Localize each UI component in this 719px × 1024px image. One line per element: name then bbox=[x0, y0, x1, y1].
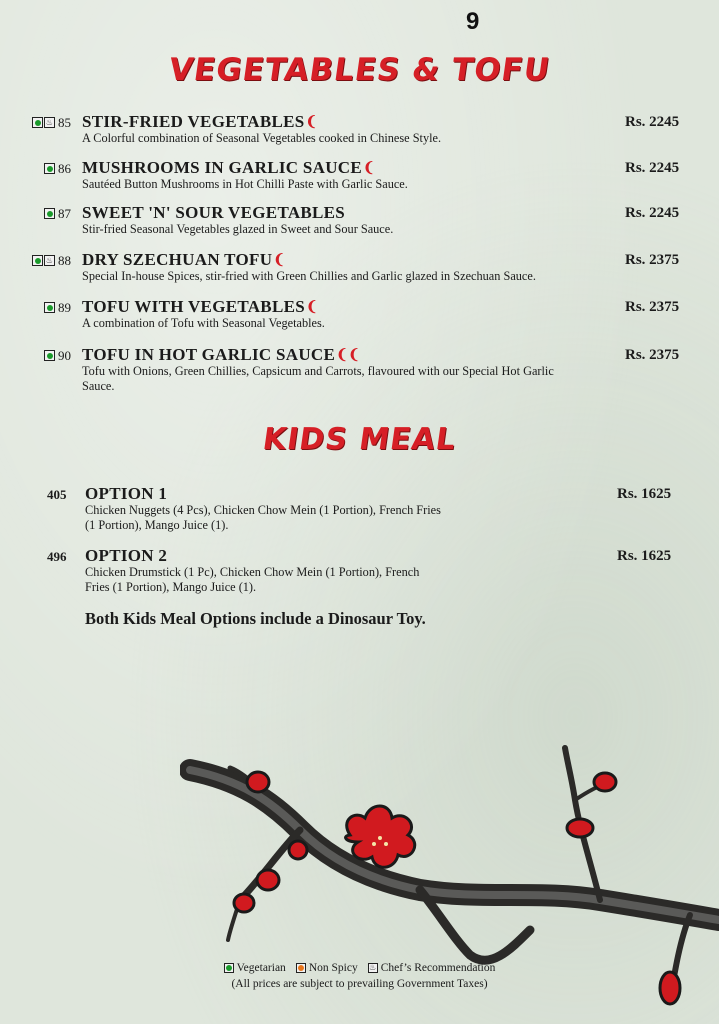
item-description: A combination of Tofu with Seasonal Vegetables. bbox=[82, 316, 325, 330]
page-number: 9 bbox=[466, 8, 480, 35]
item-number: 405 bbox=[47, 487, 67, 502]
vegetarian-icon bbox=[44, 302, 55, 313]
chef-recommendation-icon: ♨ bbox=[45, 117, 54, 127]
item-name: OPTION 1 bbox=[85, 484, 168, 503]
item-badges bbox=[44, 302, 55, 313]
legend bbox=[0, 962, 719, 974]
chili-icon: ❨❨ bbox=[336, 348, 361, 363]
item-badges bbox=[44, 208, 55, 219]
vegetarian-icon bbox=[32, 255, 43, 266]
vegetarian-icon bbox=[44, 208, 55, 219]
item-badges bbox=[32, 255, 55, 266]
kids-meal-note: Both Kids Meal Options include a Dinosaur Toy. bbox=[85, 609, 426, 628]
legend-vegetarian: Vegetarian bbox=[224, 962, 286, 974]
item-name: TOFU WITH VEGETABLES❨ bbox=[82, 297, 319, 316]
legend-chef-recommendation: ♨ Chef’s Recommendation bbox=[369, 962, 496, 974]
item-price: Rs. 2375 bbox=[625, 347, 680, 363]
item-description: Stir-fried Seasonal Vegetables glazed in Sweet and Sour Sauce. bbox=[82, 222, 394, 236]
legend-non-spicy: Non Spicy bbox=[296, 962, 358, 974]
item-name: MUSHROOMS IN GARLIC SAUCE❨ bbox=[82, 158, 376, 177]
item-price: Rs. 1625 bbox=[617, 486, 672, 502]
non-spicy-icon bbox=[296, 963, 306, 973]
item-description: Tofu with Onions, Green Chillies, Capsicum and Carrots, flavoured with our Special Hot Garlic Sauce. bbox=[82, 364, 554, 393]
item-price: Rs. 2245 bbox=[625, 205, 680, 221]
item-price: Rs. 2375 bbox=[625, 299, 680, 315]
item-name: OPTION 2 bbox=[85, 546, 168, 565]
item-badges bbox=[44, 163, 55, 174]
item-price: Rs. 2245 bbox=[625, 114, 680, 130]
item-price: Rs. 2375 bbox=[625, 252, 680, 268]
item-description: Special In-house Spices, stir-fried with Green Chillies and Garlic glazed in Szechuan Sauce. bbox=[82, 269, 536, 283]
item-name: TOFU IN HOT GARLIC SAUCE❨❨ bbox=[82, 345, 361, 364]
item-name: STIR-FRIED VEGETABLES❨ bbox=[82, 112, 318, 131]
item-badges bbox=[44, 350, 55, 361]
vegetarian-icon bbox=[224, 963, 234, 973]
item-number: 87 bbox=[58, 206, 71, 221]
item-price: Rs. 2245 bbox=[625, 160, 680, 176]
item-number: 90 bbox=[58, 348, 71, 363]
vegetarian-icon bbox=[32, 117, 43, 128]
item-description: Chicken Nuggets (4 Pcs), Chicken Chow Mein (1 Portion), French Fries (1 Portion), Mango Juice (1). bbox=[85, 503, 441, 532]
item-number: 86 bbox=[58, 161, 71, 176]
section-title-kids-meal: KIDS MEAL bbox=[260, 422, 459, 457]
item-number: 496 bbox=[47, 549, 67, 564]
vegetarian-icon bbox=[44, 350, 55, 361]
section-title-vegetables-tofu: VEGETABLES & TOFU bbox=[166, 52, 553, 88]
item-number: 88 bbox=[58, 253, 71, 268]
item-name: SWEET 'N' SOUR VEGETABLES bbox=[82, 203, 346, 222]
item-price: Rs. 1625 bbox=[617, 548, 672, 564]
item-name: DRY SZECHUAN TOFU❨ bbox=[82, 250, 286, 269]
chili-icon: ❨ bbox=[273, 253, 286, 268]
item-badges bbox=[32, 117, 55, 128]
chili-icon: ❨ bbox=[305, 115, 318, 130]
item-description: Sautéed Button Mushrooms in Hot Chilli Paste with Garlic Sauce. bbox=[82, 177, 408, 191]
item-number: 85 bbox=[58, 115, 71, 130]
tax-note: (All prices are subject to prevailing Government Taxes) bbox=[231, 978, 488, 990]
chili-icon: ❨ bbox=[363, 161, 376, 176]
vegetarian-icon bbox=[44, 163, 55, 174]
item-description: A Colorful combination of Seasonal Vegetables cooked in Chinese Style. bbox=[82, 131, 442, 145]
chef-recommendation-icon: ♨ bbox=[45, 255, 54, 265]
chef-recommendation-icon: ♨ bbox=[369, 963, 377, 972]
item-description: Chicken Drumstick (1 Pc), Chicken Chow Mein (1 Portion), French Fries (1 Portion), Mango Juice (1). bbox=[85, 565, 420, 594]
item-number: 89 bbox=[58, 300, 71, 315]
chili-icon: ❨ bbox=[305, 300, 319, 315]
